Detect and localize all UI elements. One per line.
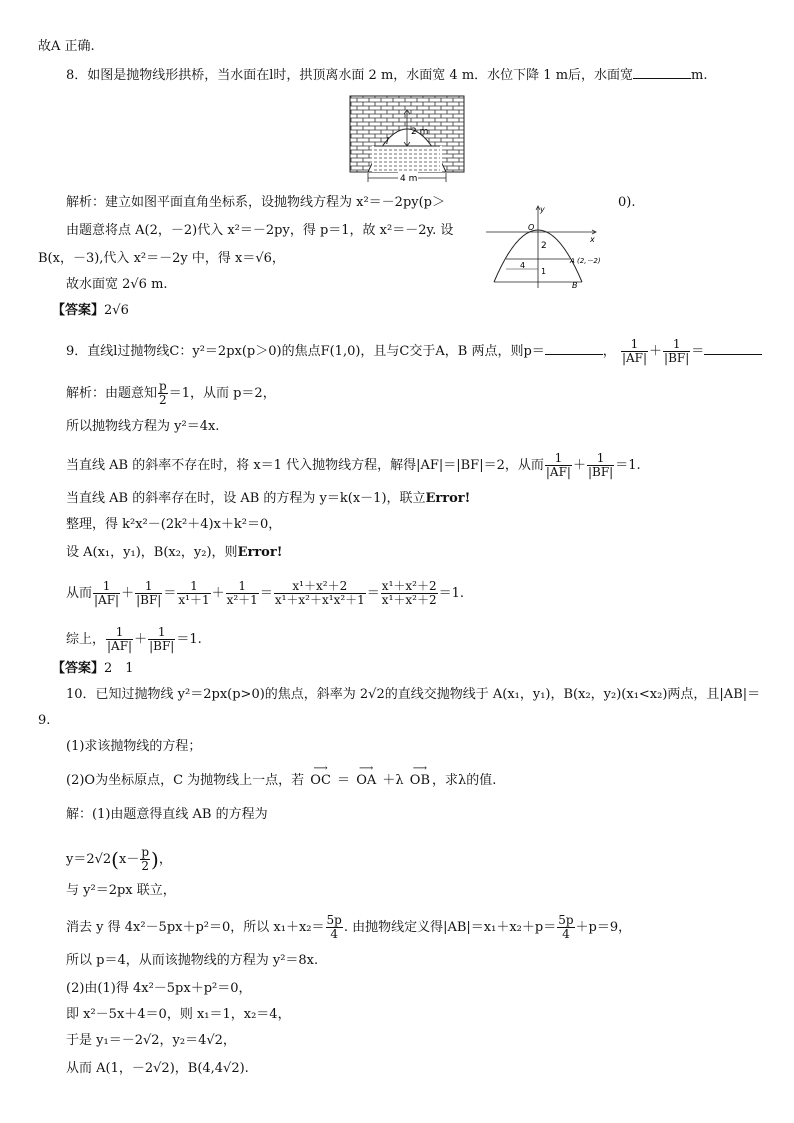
answer-9: 【答案】2 1 [52,661,134,676]
solution-line: 0). [618,195,636,210]
fraction: $\frac{\text{x¹＋x²＋2}}{\text{x¹＋x²＋x¹x²＋1}}$ [274,579,365,607]
point-a-label: A (2,－2) [570,257,601,265]
fraction: $\frac{5p}{4}$ [558,913,574,941]
question-10-cont: 9. [38,713,51,728]
solution-line: 当直线 AB 的斜率存在时，设 AB 的方程为 y＝k(x－1)，联立Error! [66,491,471,506]
solution-line: 当直线 AB 的斜率不存在时，将 x＝1 代入抛物线方程，解得|AF|＝|BF|＝2，从而 $\frac{1}{|AF|}$ ＋ $\frac{1}{|BF|}$ ＝1. [66,451,641,479]
axis-x-label: x [590,235,595,244]
fraction: $\frac{1}{|BF|}$ [587,451,614,479]
fraction: $\frac{1}{|AF|}$ [107,625,133,653]
solution-line: 解：(1)由题意得直线 AB 的方程为 [66,807,268,822]
solution-line: 整理，得 k²x²－(2k²＋4)x＋k²＝0， [66,517,282,532]
solution-line: 由题意将点 A(2，－2)代入 x²＝－2py，得 p＝1，故 x²＝－2y. 设 [66,223,454,238]
solution-line: 综上， $\frac{1}{|AF|}$ ＋ $\frac{1}{|BF|}$ ＝1. [66,625,202,653]
question-text: 9．直线l过抛物线C：y²＝2px(p＞0)的焦点F(1,0)，且与C交于A，B 两点，则p＝ [66,344,545,359]
fraction: $\frac{p}{2}$ [159,379,167,407]
answer-label: 【答案】 [52,303,105,318]
solution-line: 于是 y₁＝－2√2，y₂＝4√2， [66,1033,236,1048]
solution-line: 所以 p＝4，从而该抛物线的方程为 y²＝8x. [66,953,319,968]
fraction: $\frac{1}{|AF|}$ [545,451,571,479]
solution-line: 从而 A(1，－2√2)，B(4,4√2). [66,1061,249,1076]
answer-8 [52,302,129,320]
answer-blank [545,342,603,355]
label-4m: 4 m [400,174,418,184]
solution-line: 故水面宽 2√6 m. [66,277,168,292]
solution-line: 设 A(x₁，y₁)，B(x₂，y₂)，则Error! [66,545,283,560]
solution-line: 从而 $\frac{1}{|AF|}$ ＋ $\frac{1}{|BF|}$ ＝ $\frac{1}{\text{x¹＋1}}$ ＋ $\frac{1}{\text{x²＋1}}$ ＝ $\frac{\text{x¹＋x²＋2}}{\text{x¹＋x²＋x¹x²＋1}}$ ＝ $\frac{\text{x¹＋x²＋2}}{\text{x¹＋x²＋2}}$ ＝1. [66,579,464,607]
solution-line: B(x，－3),代入 x²＝－2y 中，得 x＝√6， [38,251,285,266]
solution-line: 解析：建立如图平面直角坐标系，设抛物线方程为 x²＝－2py(p＞ [66,195,446,210]
label-1: 1 [541,267,547,276]
label-2m: 2 m [411,127,429,137]
text: ， [602,344,616,359]
answer-blank [633,66,691,79]
fraction: $\frac{1}{|BF|}$ [664,337,690,365]
solution-line: 消去 y 得 4x²－5px＋p²＝0，所以 x₁＋x₂＝ $\frac{5p}{4}$ . 由抛物线定义得|AB|＝x₁＋x₂＋p＝ $\frac{5p}{4}$ ＋p＝9， [66,913,632,941]
fraction: $\frac{\text{x¹＋x²＋2}}{\text{x¹＋x²＋2}}$ [381,579,437,607]
axis-y-label: y [540,205,545,214]
label-4: 4 [520,261,526,270]
question-8 [66,66,708,85]
label-l: l [386,137,389,147]
unit: m. [691,68,708,83]
solution-line: 与 y²＝2px 联立， [66,883,176,898]
question-10-part1: (1)求该抛物线的方程； [66,739,202,754]
answer-blank [704,342,762,355]
question-9: 9．直线l过抛物线C：y²＝2px(p＞0)的焦点F(1,0)，且与C交于A，B 两点，则p＝ ， $\frac{1}{|AF|}$ ＋ $\frac{1}{|BF|}$ ＝ [66,338,762,365]
solution-line: 所以抛物线方程为 y²＝4x. [66,419,220,434]
question-10-part2: (2)O为坐标原点，C 为抛物线上一点，若 ⟶ OC ＝ ⟶ OA ＋λ ⟶ OB ，求λ的值. [66,772,496,790]
label-2: 2 [541,241,547,251]
solution-line: 即 x²－5x＋4＝0，则 x₁＝1，x₂＝4， [66,1007,291,1022]
fraction: $\frac{1}{\text{x¹＋1}}$ [178,579,210,607]
answer-value: 2√6 [104,303,129,318]
fraction: $\frac{1}{|AF|}$ [621,337,648,365]
arch-bridge-figure [348,94,466,184]
fraction: $\frac{1}{|AF|}$ [94,579,120,607]
solution-line: y＝2√2(x－ $\frac{p}{2}$ )， [66,845,172,873]
text: ＝ [691,344,705,359]
fraction: $\frac{1}{|BF|}$ [149,625,175,653]
coordinate-figure [484,202,604,290]
solution-line: 解析：由题意知 $\frac{p}{2}$ ＝1，从而 p＝2， [66,379,276,407]
question-10: 10．已知过抛物线 y²＝2px(p>0)的焦点，斜率为 2√2的直线交抛物线于 A(x₁，y₁)，B(x₂，y₂)(x₁<x₂)两点，且|AB|＝ [66,687,761,702]
text-line: 故A 正确. [38,39,95,54]
question-8-text: 8．如图是抛物线形拱桥，当水面在l时，拱顶离水面 2 m，水面宽 4 m．水位下降 1 m后，水面宽 [66,68,634,83]
origin-label: O [528,223,535,232]
solution-line: (2)由(1)得 4x²－5px＋p²＝0， [66,981,252,996]
fraction: $\frac{1}{\text{x²＋1}}$ [226,579,258,607]
point-b-label: B [572,281,578,290]
fraction: $\frac{5p}{4}$ [326,913,342,941]
fraction: $\frac{1}{|BF|}$ [136,579,162,607]
fraction: $\frac{p}{2}$ [141,845,150,873]
